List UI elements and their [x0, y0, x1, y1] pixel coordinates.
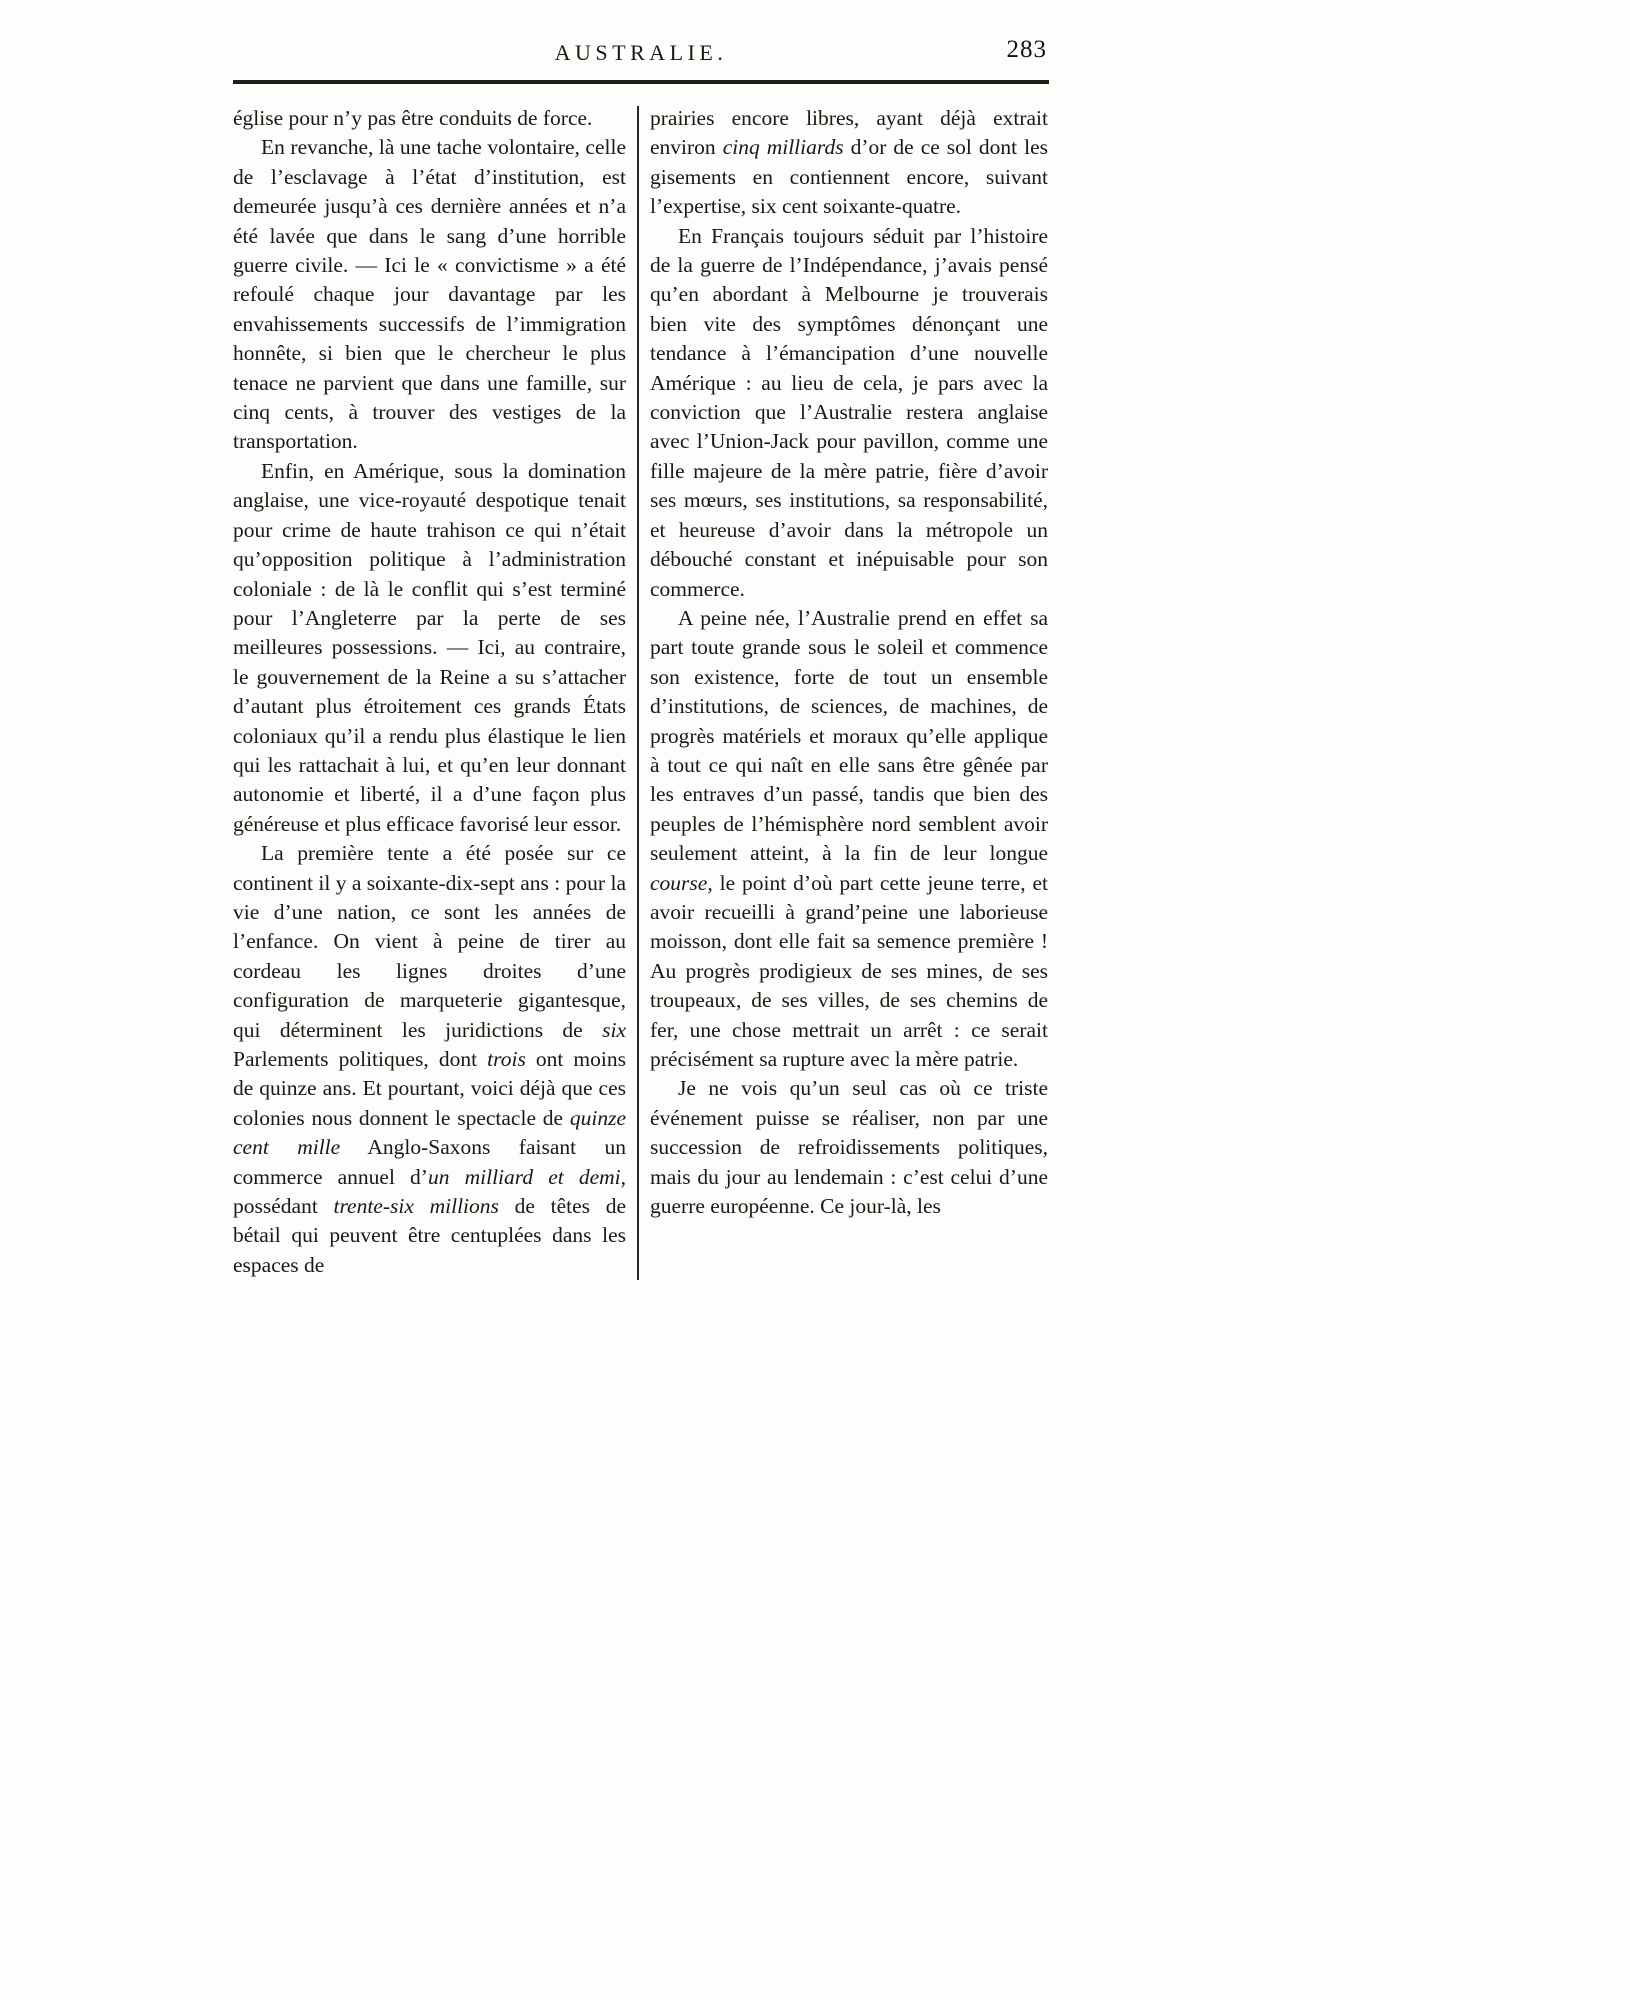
- text-run: ont moins de quinze ans. Et pourtant, voici déjà que ces colonies nous donnent le spectacle de: [233, 1047, 626, 1130]
- text-run: La première tente a été posée sur ce continent il y a soixante-dix-sept ans : pour la vie d’une nation, ce sont les années de l’enfance. On vient à peine de tirer au cordeau les lignes droites d’une configuration de marqueterie gigantesque, qui déterminent les juridictions de: [233, 841, 626, 1042]
- italic-text: course,: [650, 870, 713, 895]
- italic-text: trois: [487, 1047, 526, 1071]
- text-run: possédant: [233, 1194, 334, 1219]
- paragraph: [233, 104, 626, 133]
- paragraph: [650, 604, 1048, 1075]
- header-rule: [233, 80, 1049, 84]
- text-run: Je ne vois qu’un seul cas où ce triste événement puisse se réaliser, non par une succession de refroidissements politiques, mais du jour au lendemain : c’est celui d’une guerre européenne. Ce jour-là, les: [650, 1076, 1048, 1219]
- text-run: prairies encore libres, ayant déjà extrait environ: [650, 106, 1048, 160]
- paragraph: [233, 839, 626, 1280]
- text-run: Parlements politiques, dont: [233, 1047, 488, 1071]
- page-header: [233, 34, 1049, 78]
- italic-text: cinq milliards: [722, 135, 844, 160]
- column-divider: [637, 106, 639, 1280]
- text-run: En revanche, là une tache volontaire, celle de l’esclavage à l’état d’institution, est demeurée jusqu’à ces dernière années et n’a été lavée que dans le sang d’une horrible guerre civile. — Ici le « convictisme » a été refoulé chaque jour davantage par les envahissements successifs de l’immigration honnête, si bien que le chercheur le plus tenace ne parvient que dans une famille, sur cinq cents, à trouver des vestiges de la transportation.: [233, 135, 626, 454]
- paragraph: [650, 104, 1048, 222]
- running-title: AUSTRALIE.: [554, 40, 728, 65]
- text-run: En Français toujours séduit par l’histoire de la guerre de l’Indépendance, j’avais pensé qu’en abordant à Melbourne je trouverais bien vite des symptômes dénonçant une tendance à l’émancipation d’une nouvelle Amérique : au lieu de cela, je pars avec la conviction que l’Australie restera anglaise avec l’Union-Jack pour pavillon, comme une fille majeure de la mère patrie, fière d’avoir ses mœurs, ses institutions, sa responsabilité, et heureuse d’avoir dans la métropole un débouché constant et inépuisable pour son commerce.: [650, 223, 1048, 601]
- text-run: Enfin, en Amérique, sous la domination anglaise, une vice-royauté despotique tenait pour crime de haute trahison ce qui n’était qu’opposition politique à l’administration coloniale : de là le conflit qui s’est terminé pour l’Angleterre par la perte de ses meilleures possessions. — Ici, au contraire, le gouvernement de la Reine a su s’attacher d’autant plus étroitement ces grands États coloniaux qu’il a rendu plus élastique le lien qui les rattachait à lui, et qu’en leur donnant autonomie et liberté, il a d’une façon plus généreuse et plus efficace favorisé leur essor.: [233, 458, 626, 836]
- italic-text: un milliard et demi,: [427, 1164, 626, 1189]
- right-column: [650, 104, 1048, 1280]
- italic-text: trente-six millions: [333, 1194, 499, 1219]
- paragraph: [233, 457, 626, 839]
- text-run: Anglo-Saxons faisant un commerce annuel d’: [233, 1135, 626, 1189]
- paragraph: [233, 133, 626, 456]
- italic-text: six: [602, 1017, 626, 1042]
- text-run: église pour n’y pas être conduits de force.: [233, 106, 593, 130]
- text-block: [233, 34, 1049, 1280]
- page-number: 283: [1006, 36, 1047, 63]
- italic-text: quinze cent mille: [233, 1105, 626, 1160]
- left-column: [233, 104, 626, 1280]
- paragraph: [650, 222, 1048, 604]
- text-run: de têtes de bétail qui peuvent être centuplées dans les espaces de: [233, 1194, 626, 1277]
- text-run: le point d’où part cette jeune terre, et avoir recueilli à grand’peine une laborieuse moisson, dont elle fait sa semence première ! Au progrès prodigieux de ses mines, de ses troupeaux, de ses villes, de ses chemins de fer, une chose mettrait un arrêt : ce serait précisément sa rupture avec la mère patrie.: [650, 870, 1048, 1071]
- text-columns: [233, 104, 1049, 1280]
- text-run: d’or de ce sol dont les gisements en contiennent encore, suivant l’expertise, six cent soixante-quatre.: [650, 135, 1048, 219]
- paragraph: [650, 1074, 1048, 1221]
- text-run: A peine née, l’Australie prend en effet sa part toute grande sous le soleil et commence son existence, forte de tout un ensemble d’institutions, de sciences, de machines, de progrès matériels et moraux qu’elle applique à tout ce qui naît en elle sans être gênée par les entraves d’un passé, tandis que bien des peuples de l’hémisphère nord semblent avoir seulement atteint, à la fin de leur longue: [650, 605, 1048, 866]
